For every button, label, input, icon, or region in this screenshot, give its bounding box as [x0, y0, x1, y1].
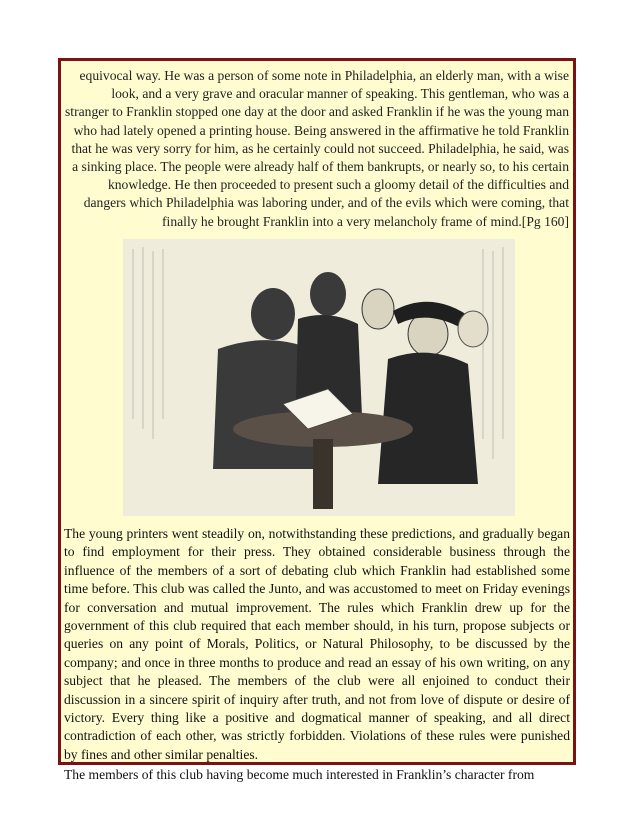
paragraph-members: The members of this club having become much interested in Franklin’s character from — [64, 767, 535, 783]
page-frame — [58, 58, 576, 783]
junto-illustration — [123, 239, 515, 516]
top-passage: equivocal way. He was a person of some note in Philadelphia, an elderly man, with a wise look, and a very grave and oracular manner of speaking. This gentleman, who was a stranger to Franklin stopped one day at the door and asked Franklin if he was the young man who had lately opened a printing house. Being answered in the affirmative he told Franklin that he was very sorry for him, as he certainly could not succeed. Philadelphia, he said, was a sinking place. The people were already half of them bankrupts, or nearly so, to his certain knowledge. He then proceeded to present such a gloomy detail of the difficulties and dangers which Philadelphia was laboring under, and of the evils which were coming, that finally he brought Franklin into a very melancholy frame of mind.[Pg 160] — [65, 68, 569, 229]
paragraph-junto: The young printers went steadily on, notwithstanding these predictions, and gradually began to find employment for their press. They obtained considerable business through the influence of the members of a sort of debating club which Franklin had established some time before. This club was called the Junto, and was accustomed to meet on Friday evenings for conversation and mutual improvement. The rules which Franklin drew up for the government of this club required that each member should, in his turn, propose subjects or queries on any point of Morals, Politics, or Natural Philosophy, to be discussed by the company; and once in three months to produce and read an essay of his own writing, on any subject that he pleased. The members of the club were all enjoined to conduct their discussion in a sincere spirit of inquiry after truth, and not from love of dispute or desire of victory. Every thing like a positive and dogmatical manner of speaking, and all direct contradiction of each other, was strictly forbidden. Violations of these rules were punished by fines and other similar penalties. — [64, 526, 570, 762]
body-text — [64, 525, 570, 787]
